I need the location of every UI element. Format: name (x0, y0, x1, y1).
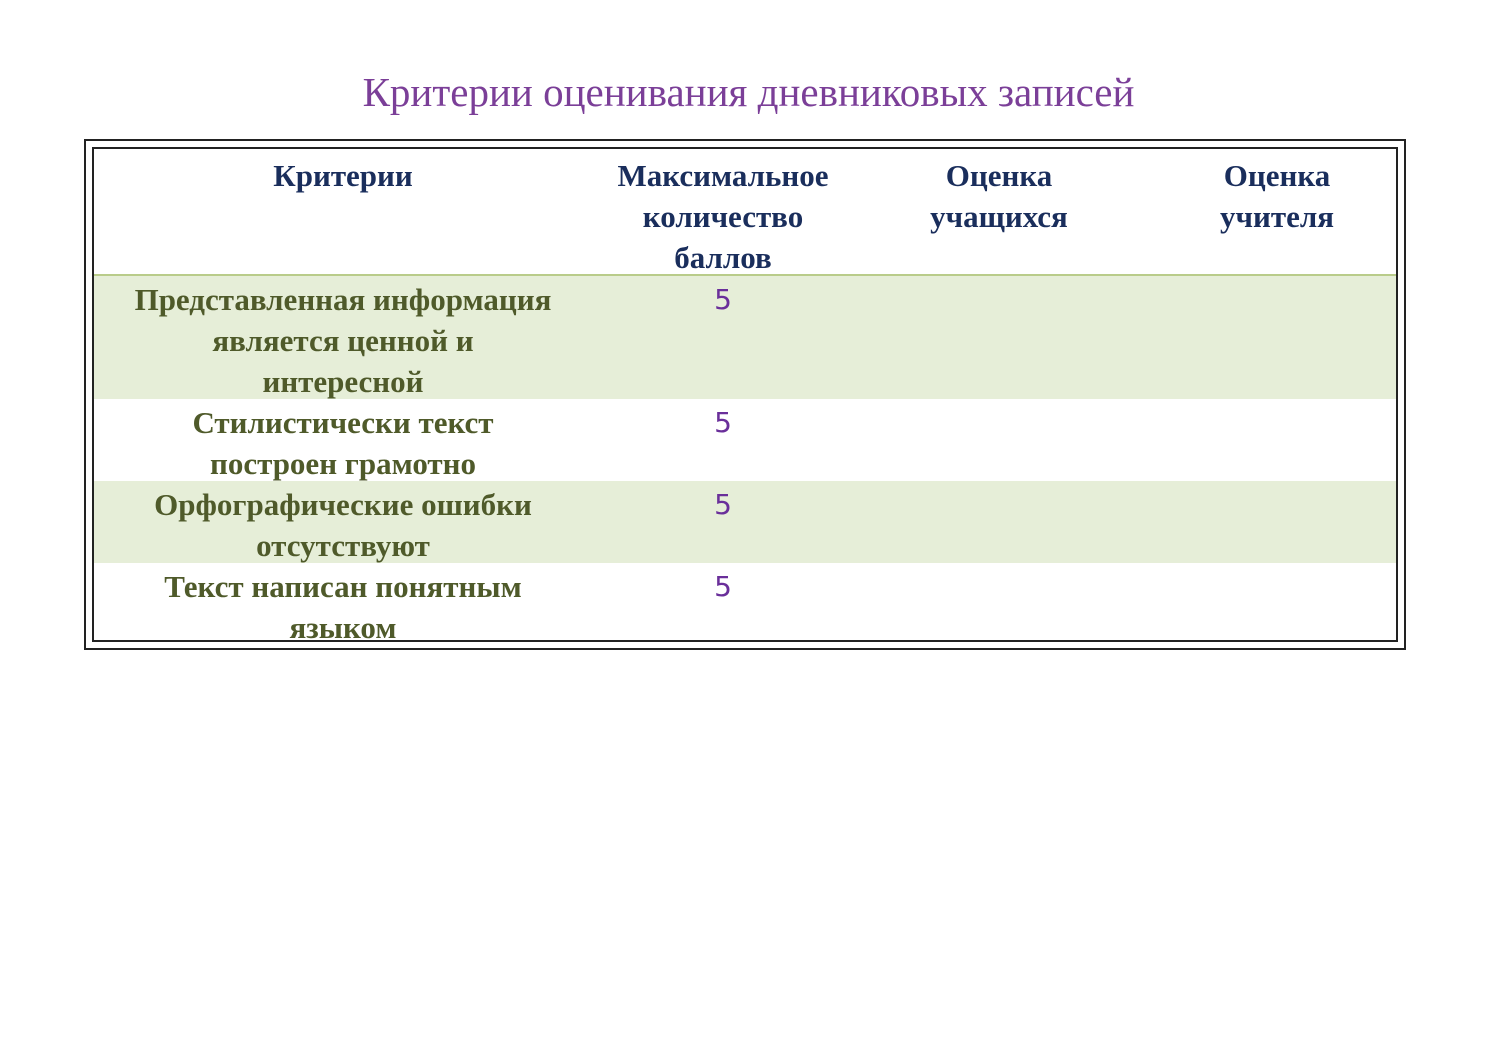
criterion-cell: Представленная информация является ценной и интересной (134, 282, 552, 399)
criteria-table (84, 139, 1406, 650)
criterion-cell: Орфографические ошибки отсутствуют (154, 487, 532, 563)
max-score-cell: 5 (714, 488, 732, 521)
criteria-table-inner (92, 147, 1398, 642)
table-row (94, 399, 1396, 481)
student-score-cell[interactable] (854, 276, 1144, 399)
student-score-cell[interactable] (854, 399, 1144, 481)
header-max-score: Максимальное количество баллов (617, 158, 829, 275)
teacher-score-cell[interactable] (1144, 399, 1398, 481)
student-score-cell[interactable] (854, 481, 1144, 563)
max-score-cell: 5 (714, 406, 732, 439)
criterion-cell: Текст написан понятным языком (164, 569, 522, 642)
student-score-cell[interactable] (854, 563, 1144, 642)
header-student-score: Оценка учащихся (930, 158, 1068, 234)
header-teacher-score: Оценка учителя (1220, 158, 1334, 234)
table-row (94, 276, 1396, 399)
page-title: Критерии оценивания дневниковых записей (362, 69, 1135, 115)
criterion-cell: Стилистически текст построен грамотно (192, 405, 494, 481)
table-row (94, 481, 1396, 563)
max-score-cell: 5 (714, 283, 732, 316)
teacher-score-cell[interactable] (1144, 563, 1398, 642)
teacher-score-cell[interactable] (1144, 276, 1398, 399)
header-criteria: Критерии (273, 158, 413, 193)
teacher-score-cell[interactable] (1144, 481, 1398, 563)
table-header-row (94, 149, 1396, 276)
max-score-cell: 5 (714, 570, 732, 603)
table-row (94, 563, 1396, 642)
